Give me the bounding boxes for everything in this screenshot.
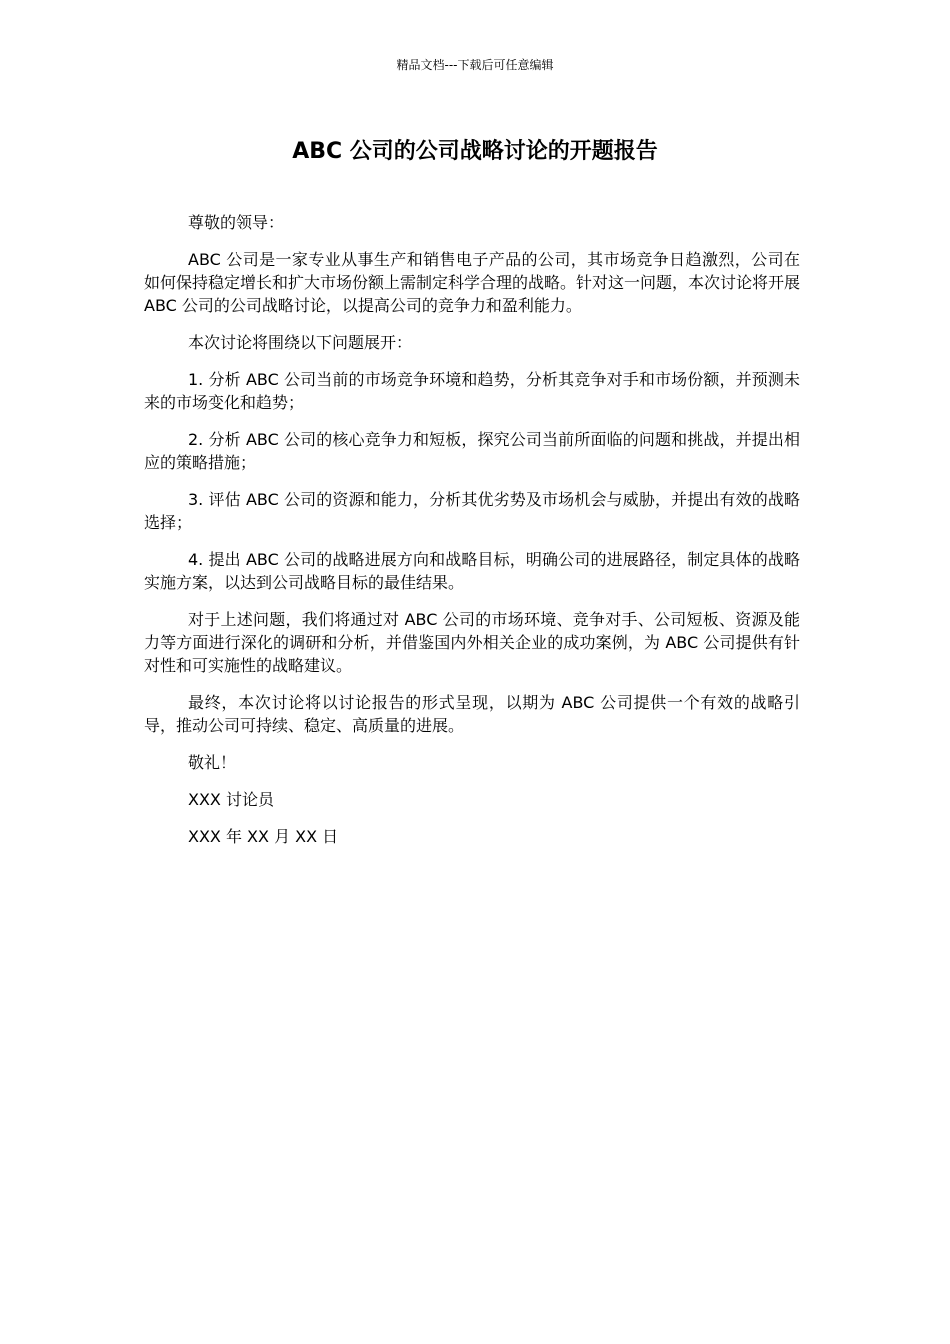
conclusion-paragraph: 最终，本次讨论将以讨论报告的形式呈现，以期为 ABC 公司提供一个有效的战略引导，推动公司可持续、稳定、高质量的进展。 (144, 693, 800, 735)
closing-greeting: 敬礼！ (188, 753, 237, 772)
date-line: XXX 年 XX 月 XX 日 (188, 827, 339, 846)
topic-item-4: 4. 提出 ABC 公司的战略进展方向和战略目标，明确公司的进展路径，制定具体的战略实施方案，以达到公司战略目标的最佳结果。 (144, 550, 800, 592)
topic-item-3: 3. 评估 ABC 公司的资源和能力，分析其优劣势及市场机会与威胁，并提出有效的战略选择； (144, 490, 800, 532)
header-note: 精品文档---下载后可任意编辑 (396, 58, 554, 72)
topic-item-1: 1. 分析 ABC 公司当前的市场竞争环境和趋势，分析其竞争对手和市场份额，并预测未来的市场变化和趋势； (144, 370, 800, 412)
method-paragraph: 对于上述问题，我们将通过对 ABC 公司的市场环境、竞争对手、公司短板、资源及能力等方面进行深化的调研和分析，并借鉴国内外相关企业的成功案例，为 ABC 公司提供有针对性和可实施性的战略建议。 (144, 610, 800, 675)
salutation: 尊敬的领导： (188, 213, 285, 232)
signature: XXX 讨论员 (188, 790, 274, 809)
document-body (144, 211, 800, 862)
document-title: ABC 公司的公司战略讨论的开题报告 (292, 139, 658, 164)
intro-paragraph: ABC 公司是一家专业从事生产和销售电子产品的公司，其市场竞争日趋激烈，公司在如何保持稳定增长和扩大市场份额上需制定科学合理的战略。针对这一问题，本次讨论将开展 ABC 公司的公司战略讨论，以提高公司的竞争力和盈利能力。 (144, 250, 801, 315)
topic-item-2: 2. 分析 ABC 公司的核心竞争力和短板，探究公司当前所面临的问题和挑战，并提出相应的策略措施； (144, 430, 800, 472)
topics-lead: 本次讨论将围绕以下问题展开： (188, 333, 413, 352)
